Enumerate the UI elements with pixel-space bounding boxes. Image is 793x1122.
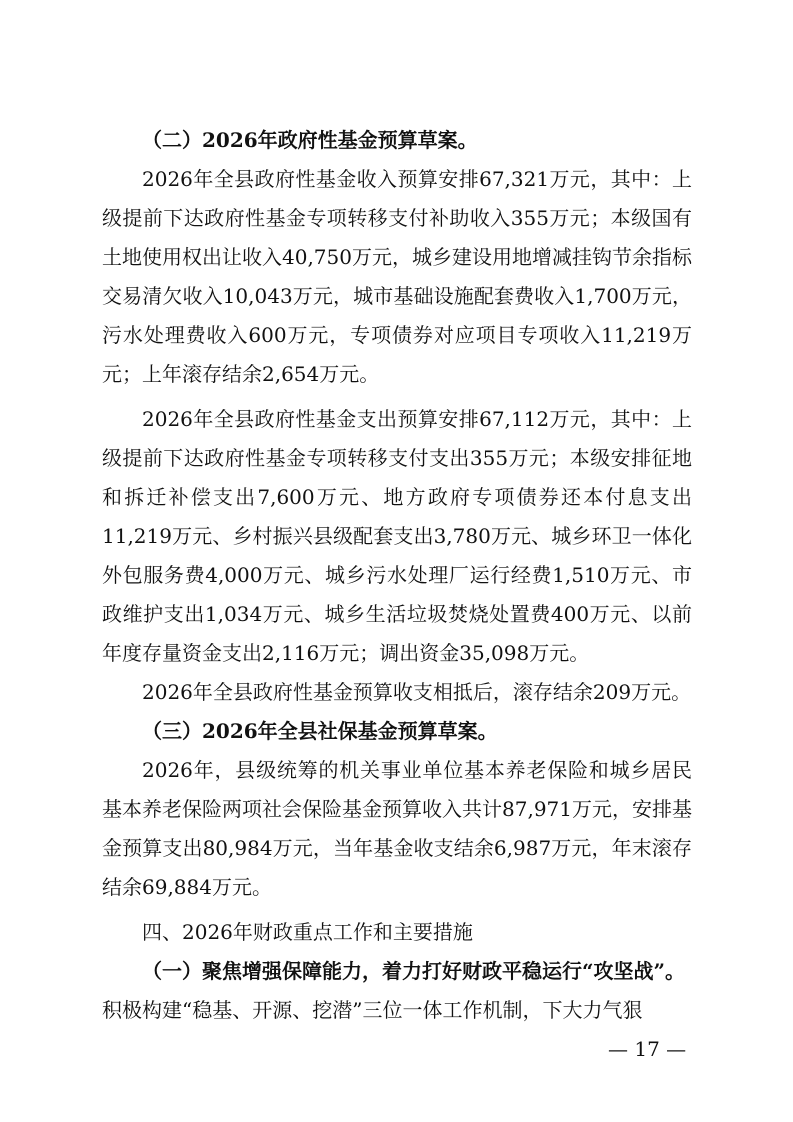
paragraph-gov-fund-expense: 2026年全县政府性基金支出预算安排67,112万元，其中：上级提前下达政府性基金专项转移支付支出355万元；本级安排征地和拆迁补偿支出7,600万元、地方政府专项债券还本付息支出11,219万元、乡村振兴县级配套支出3,780万元、城乡环卫一体化外包服务费4,000万元、城乡污水处理厂运行经费1,510万元、市政维护支出1,034万元、城乡生活垃圾焚烧处置费400万元、以前年度存量资金支出2,116万元；调出资金35,098万元。 — [102, 407, 692, 665]
heading-gov-fund-budget: （二）2026年政府性基金预算草案。 — [142, 128, 478, 152]
paragraph-gov-fund-income: 2026年全县政府性基金收入预算安排67,321万元，其中：上级提前下达政府性基金专项转移支付补助收入355万元；本级国有土地使用权出让收入40,750万元，城乡建设用地增减挂钩节余指标交易清欠收入10,043万元，城市基础设施配套费收入1,700万元，污水处理费收入600万元，专项债券对应项目专项收入11,219万元；上年滚存结余2,654万元。 — [102, 167, 692, 386]
paragraph-item-one: 积极构建“稳基、开源、挖潜”三位一体工作机制，下大力气狠 — [102, 998, 643, 1022]
document-body — [102, 115, 692, 1030]
paragraph-social-fund: 2026年，县级统筹的机关事业单位基本养老保险和城乡居民基本养老保险两项社会保险基金预算收入共计87,971万元，安排基金预算支出80,984万元，当年基金收支结余6,987万元，年末滚存结余69,884万元。 — [102, 758, 692, 899]
heading-item-one: （一）聚焦增强保障能力，着力打好财政平稳运行“攻坚战”。 — [142, 959, 686, 983]
paragraph-gov-fund-balance: 2026年全县政府性基金预算收支相抵后，滚存结余209万元。 — [142, 680, 692, 704]
page-number: — 17 — — [608, 1037, 687, 1061]
heading-social-fund-budget: （三）2026年全县社保基金预算草案。 — [142, 719, 498, 743]
heading-section-four: 四、2026年财政重点工作和主要措施 — [142, 920, 473, 944]
